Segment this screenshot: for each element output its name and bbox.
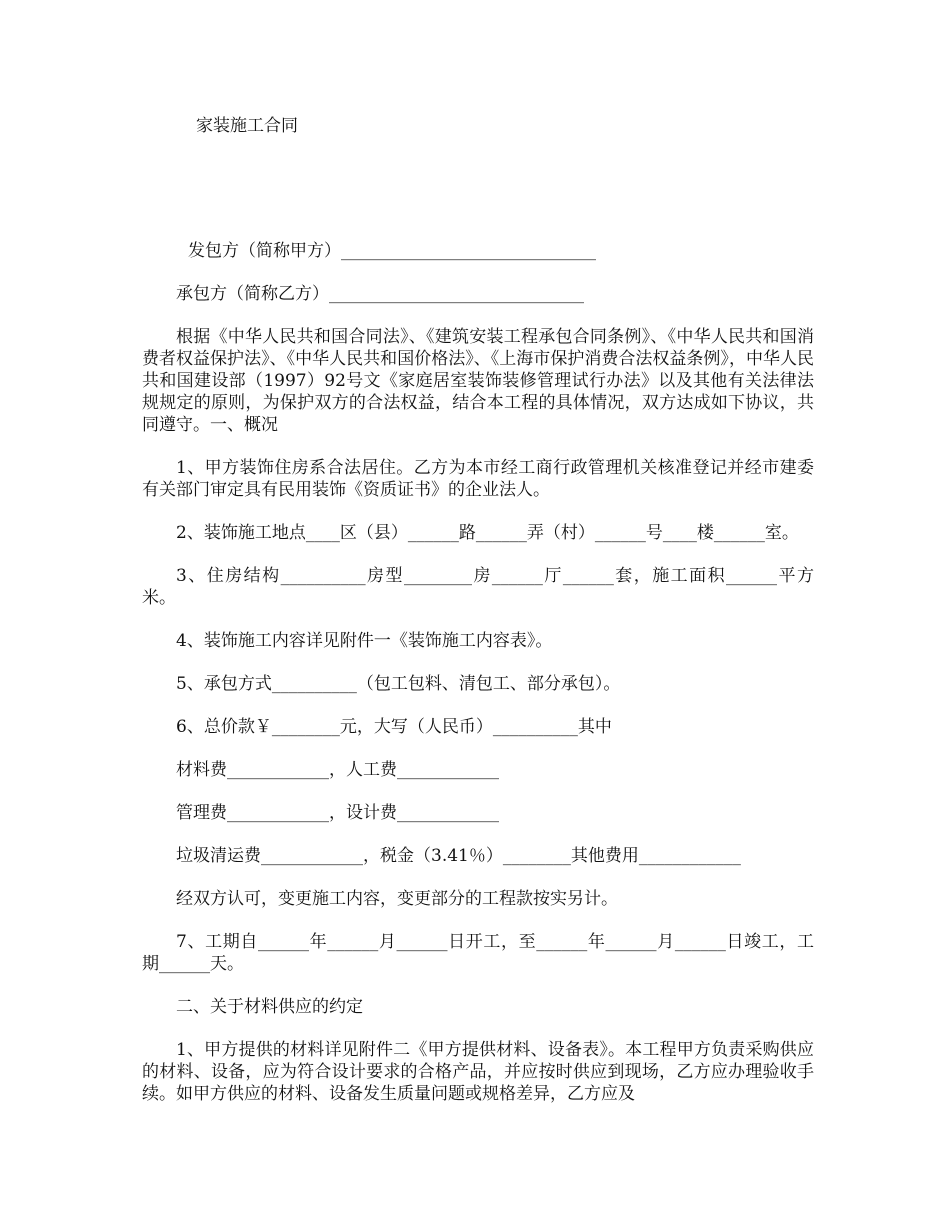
paragraph-clause-6: 6、总价款￥________元，大写（人民币）__________其中	[176, 717, 612, 737]
paragraph-clause-7: 7、工期自______年______月______日开工，至______年______月______日竣工，工期______天。	[142, 932, 814, 974]
section-heading-material-supply: 二、关于材料供应的约定	[176, 997, 363, 1017]
paragraph-clause-2: 2、装饰施工地点____区（县）______路______弄（村）______号____楼______室。	[176, 523, 799, 543]
document-body	[142, 240, 814, 1105]
paragraph-material-labor-fees: 材料费____________，人工费____________	[176, 760, 499, 780]
paragraph-clause-1: 1、甲方装饰住房系合法居住。乙方为本市经工商行政管理机关核准登记并经市建委有关部门审定具有民用装饰《资质证书》的企业法人。	[142, 458, 814, 500]
paragraph-clause-5: 5、承包方式__________（包工包料、清包工、部分承包）。	[176, 674, 621, 694]
paragraph-other-fees: 垃圾清运费____________，税金（3.41％）________其他费用____________	[176, 846, 741, 866]
paragraph-party-b: 承包方（简称乙方）______________________________	[176, 284, 584, 304]
paragraph-legal-basis: 根据《中华人民共和国合同法》、《建筑安装工程承包合同条例》、《中华人民共和国消费者权益保护法》、《中华人民共和国价格法》、《上海市保护消费合法权益条例》，中华人民共和国建设部（1997）92号文《家庭居室装饰装修管理试行办法》以及其他有关法律法规规定的原则，为保护双方的合法权益，结合本工程的具体情况，双方达成如下协议，共同遵守。一、概况	[142, 327, 814, 435]
paragraph-material-clause-1: 1、甲方提供的材料详见附件二《甲方提供材料、设备表》。本工程甲方负责采购供应的材料、设备，应为符合设计要求的合格产品，并应按时供应到现场，乙方应办理验收手续。如甲方供应的材料、设备发生质量问题或规格差异，乙方应及	[142, 1040, 814, 1104]
paragraph-change-note: 经双方认可，变更施工内容，变更部分的工程款按实另计。	[176, 889, 618, 909]
paragraph-management-design-fees: 管理费____________，设计费____________	[176, 803, 499, 823]
paragraph-party-a: 发包方（简称甲方）______________________________	[188, 241, 596, 261]
paragraph-clause-4: 4、装饰施工内容详见附件一《装饰施工内容表》。	[176, 631, 553, 651]
document-title: 家装施工合同	[196, 116, 298, 136]
paragraph-clause-3: 3、住房结构__________房型________房______厅______套，施工面积______平方米。	[142, 566, 814, 608]
